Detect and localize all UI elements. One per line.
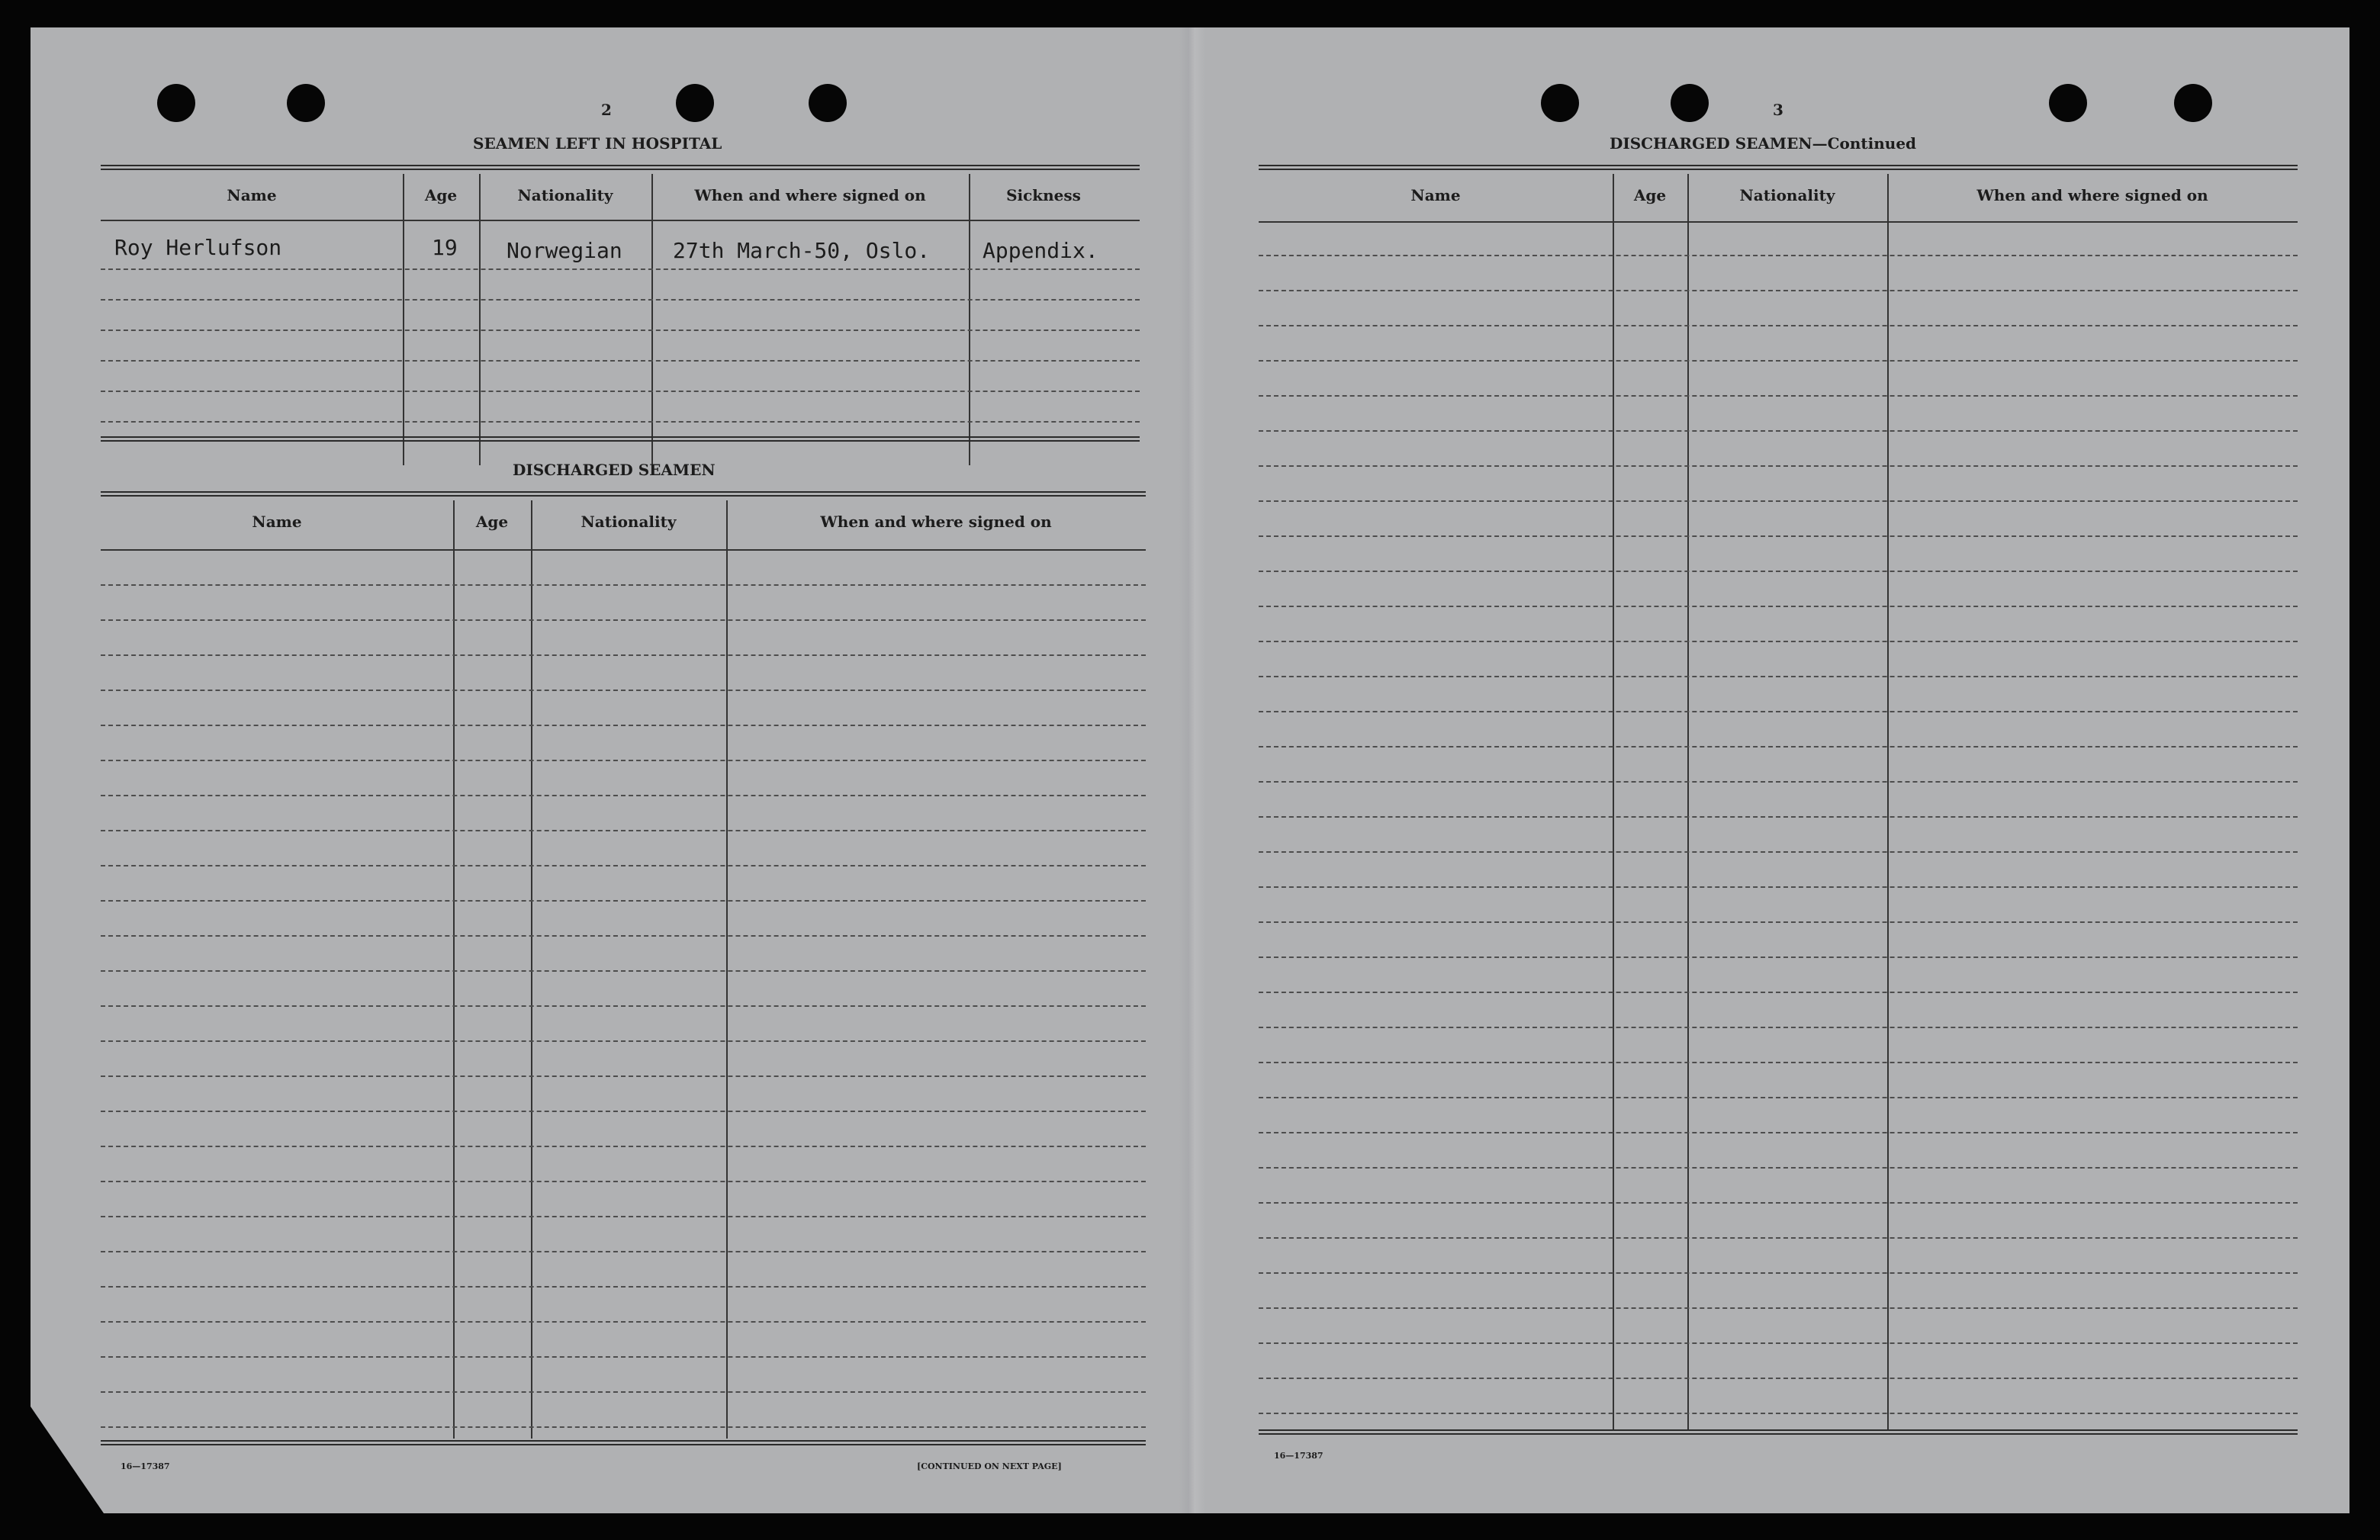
row-rule (1259, 1167, 2298, 1169)
row-rule (1259, 676, 2298, 677)
table-bottom-rule (101, 1440, 1146, 1445)
row-rule (1259, 1027, 2298, 1028)
row-rule (101, 1075, 1146, 1077)
row-rule (101, 1216, 1146, 1217)
table-top-rule (1259, 165, 2298, 170)
column-header-signed-on: When and where signed on (820, 513, 1052, 531)
row-rule (101, 1005, 1146, 1007)
row-rule (1259, 360, 2298, 362)
row-rule (101, 1040, 1146, 1042)
row-rule (101, 654, 1146, 656)
right-page (1205, 27, 2349, 1513)
row-rule (1259, 1202, 2298, 1204)
row-rule (101, 795, 1146, 796)
row-rule (101, 268, 1140, 270)
discharged-section-title: DISCHARGED SEAMEN (513, 461, 716, 479)
column-divider (1687, 174, 1689, 1431)
table-top-rule (101, 491, 1146, 497)
row-rule (1259, 1097, 2298, 1098)
folded-corner (31, 1407, 104, 1513)
table-top-rule (101, 165, 1140, 170)
row-rule (101, 760, 1146, 761)
row-rule (1259, 921, 2298, 923)
row-rule (1259, 290, 2298, 291)
row-rule (101, 900, 1146, 902)
row-rule (1259, 395, 2298, 397)
hospital-section-title: SEAMEN LEFT IN HOSPITAL (473, 134, 722, 153)
document-spread (31, 27, 2349, 1513)
row-rule (1259, 1132, 2298, 1133)
row-rule (1259, 886, 2298, 888)
row-rule (1259, 1342, 2298, 1344)
row-rule (1259, 1307, 2298, 1309)
row-rule (101, 330, 1140, 331)
column-header-name: Name (252, 513, 302, 531)
row-rule (101, 830, 1146, 831)
header-rule (1259, 221, 2298, 223)
row-rule (1259, 430, 2298, 432)
form-number: 16—17387 (121, 1461, 170, 1471)
column-divider (1613, 174, 1614, 1431)
row-rule (1259, 1413, 2298, 1414)
row-rule (1259, 535, 2298, 537)
column-header-name: Name (227, 186, 277, 204)
table-bottom-rule (101, 436, 1140, 442)
row-rule (101, 360, 1140, 362)
left-page (31, 27, 1179, 1513)
discharged-continued-title: DISCHARGED SEAMEN—Continued (1610, 134, 1917, 153)
row-rule (1259, 711, 2298, 712)
row-rule (101, 1181, 1146, 1182)
row-rule (1259, 781, 2298, 783)
column-header-nationality: Nationality (1739, 186, 1835, 204)
row-rule (1259, 746, 2298, 747)
row-rule (101, 1111, 1146, 1112)
hospital-cell-name: Roy Herlufson (114, 235, 282, 260)
form-number: 16—17387 (1274, 1451, 1323, 1461)
row-rule (1259, 255, 2298, 256)
column-divider (1887, 174, 1889, 1431)
row-rule (1259, 956, 2298, 958)
column-header-nationality: Nationality (517, 186, 613, 204)
row-rule (101, 865, 1146, 866)
column-header-sickness: Sickness (1006, 186, 1081, 204)
column-header-age: Age (475, 513, 509, 531)
header-rule (101, 220, 1140, 221)
row-rule (101, 391, 1140, 392)
column-divider (726, 500, 728, 1439)
header-rule (101, 549, 1146, 551)
column-divider (531, 500, 532, 1439)
row-rule (1259, 325, 2298, 326)
hospital-cell-age: 19 (432, 235, 458, 260)
row-rule (101, 935, 1146, 937)
row-rule (1259, 606, 2298, 607)
row-rule (101, 299, 1140, 301)
row-rule (1259, 500, 2298, 502)
continued-note: [CONTINUED ON NEXT PAGE] (917, 1461, 1062, 1471)
row-rule (1259, 1378, 2298, 1379)
row-rule (101, 1251, 1146, 1252)
row-rule (101, 1391, 1146, 1393)
row-rule (101, 690, 1146, 691)
row-rule (101, 584, 1146, 586)
column-header-nationality: Nationality (581, 513, 677, 531)
row-rule (1259, 1272, 2298, 1274)
row-rule (1259, 571, 2298, 572)
hospital-cell-nationality: Norwegian (507, 238, 622, 263)
column-header-name: Name (1410, 186, 1461, 204)
row-rule (101, 1146, 1146, 1147)
row-rule (1259, 1062, 2298, 1063)
row-rule (1259, 641, 2298, 642)
row-rule (101, 1356, 1146, 1358)
hospital-cell-signed-on: 27th March-50, Oslo. (673, 238, 931, 263)
column-header-age: Age (424, 186, 458, 204)
table-bottom-rule (1259, 1429, 2298, 1435)
row-rule (101, 970, 1146, 972)
row-rule (1259, 816, 2298, 818)
row-rule (1259, 851, 2298, 853)
column-header-signed-on: When and where signed on (1976, 186, 2208, 204)
row-rule (101, 1321, 1146, 1323)
row-rule (101, 1286, 1146, 1288)
page-number: 2 (601, 101, 612, 119)
row-rule (1259, 992, 2298, 993)
hospital-cell-sickness: Appendix. (983, 238, 1098, 263)
page-number: 3 (1773, 101, 1783, 119)
row-rule (101, 1426, 1146, 1428)
column-header-age: Age (1633, 186, 1667, 204)
row-rule (101, 619, 1146, 621)
page-fold (1179, 27, 1205, 1513)
column-divider (453, 500, 455, 1439)
column-header-signed-on: When and where signed on (694, 186, 926, 204)
row-rule (1259, 1237, 2298, 1239)
row-rule (1259, 465, 2298, 467)
row-rule (101, 725, 1146, 726)
row-rule (101, 421, 1140, 423)
